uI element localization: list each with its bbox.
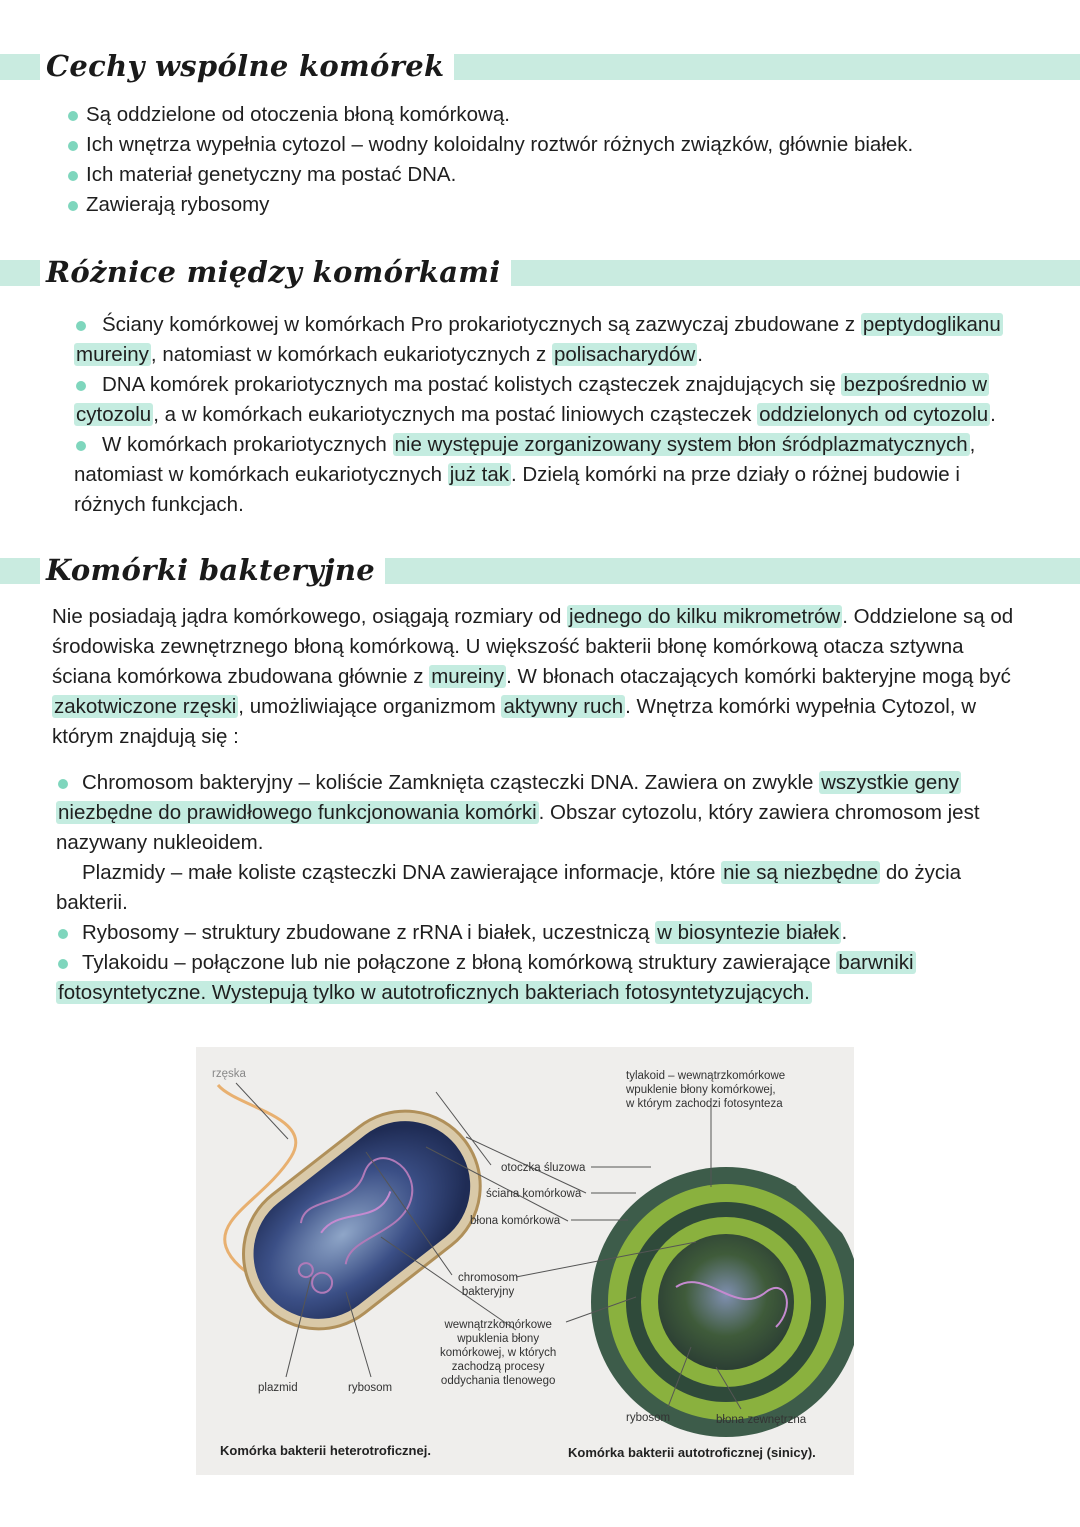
list-item: Rybosomy – struktury zbudowane z rRNA i białek, uczestniczą w biosyntezie białek. (56, 918, 1046, 948)
highlight: zakotwiczone rzęski (54, 695, 237, 718)
common-features-list (66, 100, 913, 220)
figure-label: rzęska (212, 1068, 246, 1080)
highlight: cytozolu (76, 403, 152, 426)
paragraph-line: różnych funkcjach. (74, 493, 244, 516)
bacteria-components (56, 768, 1046, 1008)
paragraph-line: DNA komórek prokariotycznych ma postać kolistych cząsteczek znajdujących się bezpośrednio w (74, 370, 1034, 400)
paragraph-line: mureiny, natomiast w komórkach eukariotycznych z polisacharydów. (76, 343, 703, 366)
differences-text (74, 310, 1034, 520)
highlight: bezpośrednio w (843, 373, 988, 396)
figure-label: plazmid (258, 1382, 298, 1394)
autotroph-cell-shape (591, 1167, 854, 1437)
paragraph-line: niezbędne do prawidłowego funkcjonowania komórki. Obszar cytozolu, który zawiera chromosom jest (58, 801, 980, 824)
paragraph-line (56, 978, 1046, 1008)
list-item: Chromosom bakteryjny – koliście Zamknięta cząsteczki DNA. Zawiera on zwykle wszystkie geny (56, 768, 1046, 798)
figure-label: błona zewnętrzna (716, 1414, 807, 1426)
paragraph-line: natomiast w komórkach eukariotycznych już tak. Dzielą komórki na prze działy o różnej budowie i (74, 463, 960, 486)
highlight: mureiny (431, 665, 505, 688)
figure-label: chromosom bakteryjny (458, 1272, 519, 1298)
paragraph-line: nazywany nukleoidem. (56, 831, 264, 854)
heading-decoration (340, 558, 1080, 584)
highlight: wszystkie geny (821, 771, 959, 794)
list-item: Zawierają rybosomy (66, 190, 913, 220)
highlight: już tak (449, 463, 509, 486)
paragraph-line: zakotwiczone rzęski, umożliwiające organizmom aktywny ruch. Wnętrza komórki wypełnia Cytozol, w (54, 695, 977, 718)
highlight: polisacharydów (553, 343, 696, 366)
highlight: fotosyntetyczne. Wystepują tylko w autotroficznych bakteriach fotosyntetyzujących. (58, 981, 810, 1004)
paragraph-line: bakterii. (56, 891, 128, 914)
list-item: Ich materiał genetyczny ma postać DNA. (66, 160, 913, 190)
highlight: oddzielonych od cytozolu (759, 403, 989, 426)
paragraph-line: Ściany komórkowej w komórkach Pro prokariotycznych są zazwyczaj zbudowane z peptydoglikanu (74, 310, 1034, 340)
paragraph-line: W komórkach prokariotycznych nie występuje zorganizowany system błon śródplazmatycznych, (74, 430, 1034, 460)
highlight: niezbędne do prawidłowego funkcjonowania komórki (58, 801, 537, 824)
figure-label: tylakoid – wewnątrzkomórkowe wpuklenie błony komórkowej, w którym zachodzi fotosynteza (626, 1070, 786, 1110)
paragraph-line: Nie posiadają jądra komórkowego, osiągają rozmiary od jednego do kilku mikrometrów. Oddzielone są od (52, 605, 1014, 628)
highlight: mureiny (76, 343, 149, 366)
section-heading-row (0, 48, 1080, 88)
figure-label: otoczka śluzowa (501, 1162, 586, 1174)
figure-label: rybosom (626, 1412, 671, 1424)
heading-decoration (460, 260, 1080, 286)
section-heading: Różnice między komórkami (40, 254, 511, 290)
highlight: nie występuje zorganizowany system błon śródplazmatycznych (394, 433, 968, 456)
paragraph-line: którym znajdują się : (52, 725, 239, 748)
list-item: Są oddzielone od otoczenia błoną komórkową. (66, 100, 913, 130)
paragraph-line: cytozolu, a w komórkach eukariotycznych ma postać liniowych cząsteczek oddzielonych od cytozolu. (76, 403, 996, 426)
section-heading-row (0, 552, 1080, 592)
paragraph-line: ściana komórkowa zbudowana głównie z mureiny. W błonach otaczających komórki bakteryjne mogą być (52, 665, 1011, 688)
highlight: barwniki (838, 951, 914, 974)
bacteria-illustration (196, 1047, 854, 1475)
section-heading: Cechy wspólne komórek (40, 48, 454, 84)
figure-caption: Komórka bakterii autotroficznej (sinicy). (568, 1445, 816, 1460)
figure-caption: Komórka bakterii heterotroficznej. (220, 1443, 431, 1458)
figure-label: ściana komórkowa (486, 1188, 582, 1200)
paragraph-line: Plazmidy – małe koliste cząsteczki DNA zawierające informacje, które nie są niezbędne do życia (82, 861, 962, 884)
list-item: Tylakoidu – połączone lub nie połączone z błoną komórkową struktury zawierające barwniki (56, 948, 1046, 978)
section-heading-row (0, 254, 1080, 294)
figure-label: wewnątrzkomórkowe wpuklenia błony komórkowej, w których zachodzą procesy oddychania tlenowego (440, 1319, 557, 1387)
section-heading: Komórki bakteryjne (40, 552, 385, 588)
highlight: jednego do kilku mikrometrów (569, 605, 841, 628)
bacteria-intro (52, 602, 1042, 752)
figure-label: rybosom (348, 1382, 393, 1394)
figure-label: błona komórkowa (470, 1215, 561, 1227)
highlight: aktywny ruch (503, 695, 624, 718)
bacteria-figure (196, 1047, 854, 1475)
paragraph-line: środowiska zewnętrznego błoną komórkową. U większość bakterii błonę komórkową otacza sztywna (52, 635, 964, 658)
highlight: nie są niezbędne (723, 861, 879, 884)
highlight: peptydoglikanu (862, 313, 1001, 336)
heading-decoration (380, 54, 1080, 80)
list-item: Ich wnętrza wypełnia cytozol – wodny koloidalny roztwór różnych związków, głównie białek. (66, 130, 913, 160)
highlight: w biosyntezie białek (657, 921, 840, 944)
